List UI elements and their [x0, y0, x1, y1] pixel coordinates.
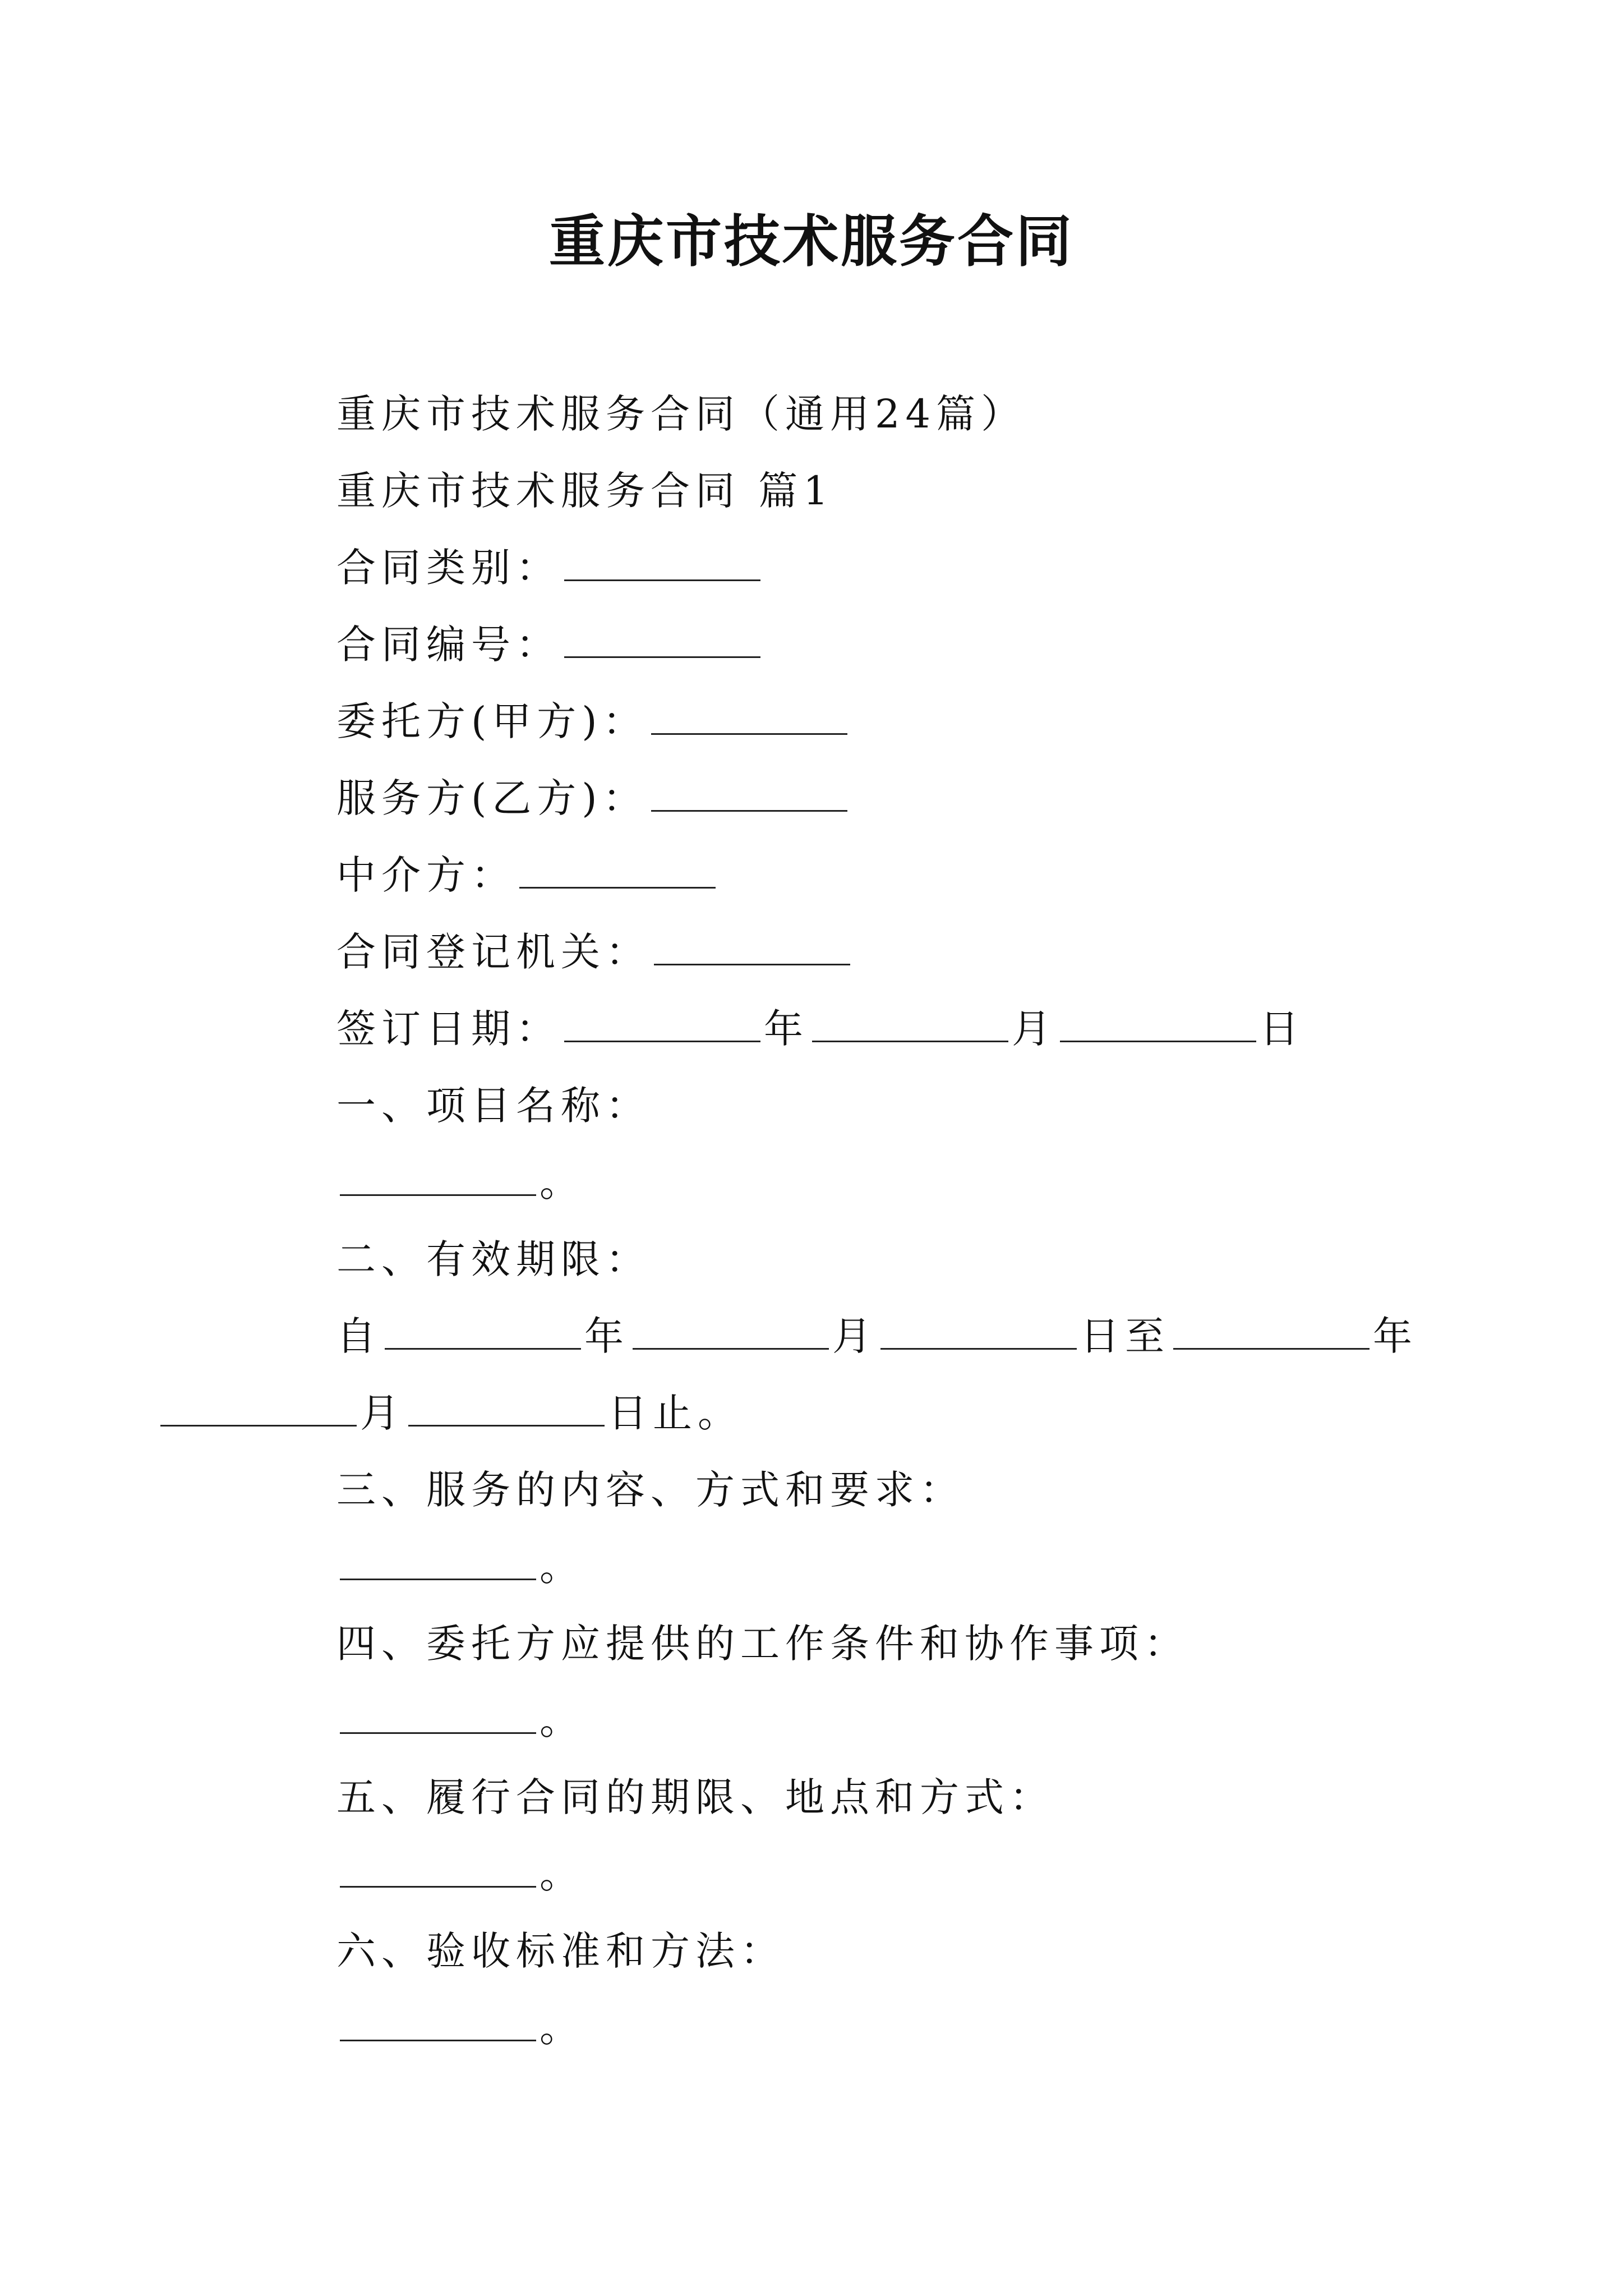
clause-4-heading: 四、委托方应提供的工作条件和协作事项：	[336, 1621, 1189, 1667]
blank-line	[519, 853, 716, 889]
blank-line	[633, 1314, 829, 1350]
year-label: 年	[584, 1313, 629, 1359]
period-mark: 。	[540, 1544, 584, 1590]
field-client	[247, 683, 1408, 760]
field-provider	[247, 760, 1408, 837]
period-mark: 。	[540, 2005, 584, 2051]
clause-1-heading: 一、项目名称：	[336, 1083, 651, 1129]
blank-line	[340, 1545, 536, 1580]
clause-6-fill	[247, 1990, 1408, 2067]
clause-4-fill	[247, 1682, 1408, 1759]
blank-line	[340, 1699, 536, 1734]
document-subtitle: 重庆市技术服务合同（通用24篇）	[336, 391, 1026, 437]
field-contract-type	[247, 530, 1408, 606]
blank-line	[880, 1314, 1077, 1350]
field-label: 合同类别：	[336, 545, 561, 591]
day-label: 日	[1260, 1006, 1304, 1052]
month-label: 月	[832, 1313, 877, 1359]
blank-line	[651, 700, 847, 735]
document-body	[247, 376, 1418, 2067]
month-label-2: 月	[360, 1390, 405, 1436]
month-label: 月	[1012, 1006, 1057, 1052]
from-label: 自	[336, 1313, 381, 1359]
field-label: 签订日期：	[336, 1006, 561, 1052]
period-mark: 。	[540, 1851, 584, 1897]
blank-line	[812, 1007, 1008, 1042]
period-mark: 。	[540, 1697, 584, 1743]
end-label: 日止。	[608, 1390, 743, 1436]
section-heading: 重庆市技术服务合同 篇1	[336, 468, 834, 514]
field-label: 合同编号：	[336, 622, 561, 668]
blank-line	[408, 1391, 605, 1427]
clause-5-heading: 五、履行合同的期限、地点和方式：	[336, 1774, 1054, 1820]
clause-6-heading: 六、验收标准和方法：	[336, 1928, 785, 1974]
field-label: 委托方(甲方)：	[336, 698, 648, 744]
blank-line	[651, 776, 847, 812]
field-registration-authority	[247, 914, 1408, 991]
blank-line	[564, 546, 760, 581]
document-title: 重庆市技术服务合同	[549, 208, 1074, 274]
blank-line	[385, 1314, 581, 1350]
year-label: 年	[764, 1006, 809, 1052]
period-mark: 。	[540, 1159, 584, 1205]
blank-line	[340, 1852, 536, 1888]
blank-line	[564, 623, 760, 658]
field-contract-number	[247, 606, 1408, 683]
clause-5-fill	[247, 1836, 1408, 1913]
blank-line	[340, 2006, 536, 2041]
field-label: 中介方：	[336, 852, 516, 898]
clause-1-fill	[247, 1144, 1408, 1221]
blank-line	[1060, 1007, 1256, 1042]
blank-line	[160, 1391, 357, 1427]
blank-line	[340, 1161, 536, 1196]
field-sign-date	[247, 991, 1408, 1068]
clause-3-heading: 三、服务的内容、方式和要求：	[336, 1467, 965, 1513]
clause-3-fill	[247, 1529, 1408, 1605]
field-label: 合同登记机关：	[336, 929, 651, 975]
blank-line	[1173, 1314, 1370, 1350]
field-intermediary	[247, 837, 1408, 914]
field-label: 服务方(乙方)：	[336, 775, 648, 821]
blank-line	[564, 1007, 760, 1042]
day-to-label: 日至	[1080, 1313, 1170, 1359]
clause-2-heading: 二、有效期限：	[336, 1236, 651, 1282]
clause-2-period-line-1	[247, 1298, 1418, 1375]
year-label-2: 年	[1373, 1313, 1418, 1359]
blank-line	[654, 930, 850, 965]
clause-2-period-line-2	[157, 1375, 1408, 1452]
